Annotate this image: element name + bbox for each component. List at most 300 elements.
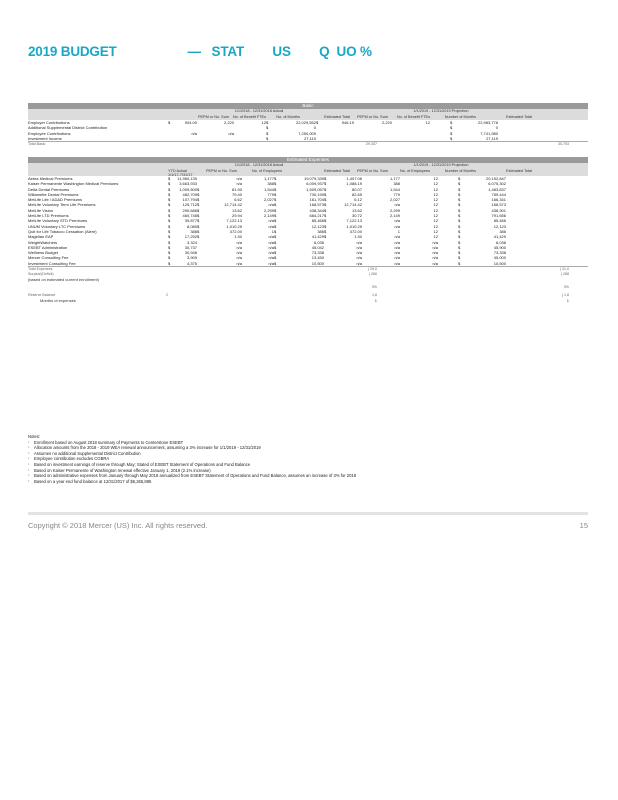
note-item (28, 479, 588, 485)
row-pepm-proj: 1,088.19 (346, 181, 362, 187)
currency-sign: $ (168, 202, 171, 208)
row-label: Employee Contributions (28, 130, 71, 136)
row-proj-total: 12,123 (493, 223, 506, 229)
row-actual-total: 6,009,937 (306, 181, 324, 187)
row-ftes-proj (354, 136, 392, 141)
row-pepm-proj: 13.62 (351, 207, 362, 213)
row-actual-total: 1 (374, 298, 377, 304)
row-pepm: n/a (236, 181, 242, 187)
row-employees: n/a (268, 223, 274, 229)
col-pepm: PEPM or No. Sum (205, 168, 237, 173)
ytd-header: YTD Actual (168, 168, 187, 173)
row-proj-total: 1 (566, 298, 569, 304)
row-pepm: 1.50 (234, 234, 242, 240)
row-ftes: n/a (228, 130, 234, 136)
currency-sign: $ (458, 239, 461, 245)
currency-sign: $ (450, 120, 453, 125)
row-employees: 1,177 (263, 176, 274, 181)
row-proj-total: ( 31,0 (559, 267, 569, 272)
row-label: MetLife LTD Premiums (28, 213, 69, 219)
row-label: Investment Consulting Fee (28, 260, 76, 266)
row-pepm-proj: n/a (356, 255, 362, 261)
row-pepm-proj: 1,010.25 (346, 223, 362, 229)
currency-sign: $ (274, 186, 277, 192)
currency-sign: $ (168, 239, 171, 245)
row-months-proj: 12 (433, 218, 438, 224)
row-actual-total: 6,036 (313, 239, 324, 245)
row-proj-total: 30,753 (558, 142, 569, 147)
row-label: Aetna Medical Premiums (28, 176, 73, 181)
row-employees: 1 (271, 228, 274, 234)
row-proj-total: 168,573 (491, 202, 506, 208)
row-employees-proj: 1,177 (389, 176, 400, 181)
row-proj-total: 1,483,837 (488, 186, 506, 192)
currency-sign: $ (458, 197, 461, 203)
row-label: Willamette Dental Premiums (28, 191, 79, 197)
currency-sign: $ (458, 207, 461, 213)
col-months-proj: Number of Months (444, 114, 476, 119)
currency-sign: $ (458, 223, 461, 229)
row-months-proj: 12 (433, 181, 438, 187)
currency-sign: $ (197, 197, 200, 203)
row-pepm-proj: n/a (356, 250, 362, 256)
row-pepm-proj: 1.50 (354, 234, 362, 240)
row-months-proj: n/a (432, 260, 438, 266)
page-title: 2019 BUDGET — STAT US Q UO % (28, 44, 372, 59)
row-ytd: 30,948 (184, 250, 197, 256)
row-actual-total: 10,500 (311, 260, 324, 266)
row-ytd: 3,909 (186, 255, 197, 261)
row-months-proj: n/a (432, 244, 438, 250)
row-pepm: n/a (236, 255, 242, 261)
projection-period-header: 1/1/2019 - 12/31/2019 Projection (413, 163, 469, 167)
row-employees: n/a (268, 255, 274, 261)
row-months (234, 136, 266, 141)
row-label: Wellness Budget (28, 250, 58, 256)
row-employees-proj: n/a (394, 255, 400, 261)
row-label: Additional Supplemental District Contribution (28, 125, 108, 131)
row-ytd: 125,712 (182, 202, 197, 208)
row-label: ESEBT Administration (28, 244, 68, 250)
enrollment-note-row (28, 277, 588, 282)
row-label: Magellan EAP (28, 234, 54, 240)
note-text: Based on investment earnings of reserve through May; Stated of ESEBT Statement of Operations and Fund Balance (34, 461, 251, 467)
row-actual-total: ( 266 (368, 272, 377, 277)
currency-sign: $ (274, 197, 277, 203)
currency-sign: $ (274, 228, 277, 234)
row-months-proj: 12 (433, 207, 438, 213)
col-total: Estimated Total (324, 168, 350, 173)
col-pepm-proj: PEPM or No. Sum (356, 114, 388, 119)
row-employees-proj: 2,149 (389, 213, 400, 219)
row-label: MetLife Life / AD&D Premiums (28, 197, 83, 203)
row-proj-total: 45,000 (493, 255, 506, 261)
row-months: 12 (261, 120, 266, 125)
row-actual-total: 161,704 (309, 197, 324, 203)
currency-sign: $ (324, 181, 327, 187)
row-months-proj: 12 (433, 176, 438, 181)
row-employees-proj: n/a (394, 223, 400, 229)
row-label: Quit for Life Tobacco Cessation (Alere) (28, 228, 97, 234)
currency-sign: $ (324, 197, 327, 203)
row-pepm: n/a (236, 244, 242, 250)
row-actual-total: 73,338 (311, 250, 324, 256)
ytd-subheader: 1/1/17-7/31/17 (168, 172, 193, 177)
currency-sign: $ (324, 186, 327, 192)
currency-sign: $ (458, 202, 461, 208)
row-proj-total: 3% (563, 285, 569, 290)
currency-sign: $ (197, 191, 200, 197)
currency-sign: $ (197, 213, 200, 219)
currency-sign: $ (274, 218, 277, 224)
row-ytd: 386 (190, 228, 197, 234)
currency-sign: $ (274, 250, 277, 256)
row-employees: 2,149 (263, 213, 274, 219)
copyright: Copyright © 2018 Mercer (US) Inc. All rights reserved. (28, 521, 208, 530)
currency-sign: $ (197, 202, 200, 208)
currency-sign: $ (197, 218, 200, 224)
currency-sign: $ (324, 228, 327, 234)
row-label: (based on estimated current enrollment) (28, 277, 99, 283)
row-pepm: n/a (236, 260, 242, 266)
row-employees-proj: n/a (394, 218, 400, 224)
row-actual-total: 12,123 (311, 223, 324, 229)
row-label: MetLife Voluntary STD Premiums (28, 218, 88, 224)
currency-sign: $ (450, 125, 453, 131)
col-ftes-proj: No. of Benefit FTEs (396, 114, 430, 119)
currency-sign: $ (458, 191, 461, 197)
currency-sign: $ (168, 186, 171, 192)
currency-sign (197, 261, 205, 266)
row-label: WeightWatchers (28, 239, 58, 245)
row-pepm-proj: n/a (356, 244, 362, 250)
currency-sign: $ (266, 130, 269, 136)
row-months-proj: 12 (433, 197, 438, 203)
currency-sign: $ (168, 250, 171, 256)
currency-sign: $ (324, 191, 327, 197)
row-ytd: 482,709 (182, 191, 197, 197)
row-employees: 2,299 (263, 207, 274, 213)
currency-sign: $ (274, 207, 277, 213)
currency-sign: $ (266, 125, 269, 131)
currency-sign: $ (168, 244, 171, 250)
row-employees: 1,544 (263, 186, 274, 192)
row-employees-proj: n/a (394, 234, 400, 240)
row-pepm: 12,714.42 (224, 202, 242, 208)
note-marker: ¹ (28, 478, 30, 484)
currency-sign: $ (266, 135, 269, 141)
row-actual-total: 1,509,057 (306, 186, 324, 192)
currency-sign: $ (274, 202, 277, 208)
row-months-proj: 12 (425, 120, 430, 125)
row-ytd: 1,009,600 (179, 186, 197, 192)
row-pepm-proj (324, 136, 354, 141)
row-employees: n/a (268, 260, 274, 266)
row-pepm: 13.62 (231, 207, 242, 213)
row-actual-total: 386 (317, 228, 324, 234)
row-actual-total: 45,042 (311, 244, 324, 250)
reserve-row (28, 285, 588, 290)
row-proj-total: 27,119 (486, 135, 498, 141)
currency-sign: $ (458, 218, 461, 224)
currency-sign: $ (197, 186, 200, 192)
note-text: Based on a year end fund balance at 12/31/2017 of $6,265,886 (34, 478, 152, 484)
row-proj-total: ( 288 (560, 272, 569, 277)
row-label: Kaiser Permanente Washington Medical Premiums (28, 181, 119, 187)
row-label: MetLife Voluntary Term Life Premiums (28, 202, 96, 208)
currency-sign: $ (274, 213, 277, 219)
currency-sign: $ (168, 213, 171, 219)
row-ytd: 8,080 (186, 223, 197, 229)
row-actual-total: 85,466 (311, 218, 324, 224)
currency-sign: $ (266, 120, 269, 125)
row-pepm: 6.62 (234, 197, 242, 203)
footer-divider (28, 512, 588, 515)
currency-sign: $ (168, 223, 171, 229)
row-label: Surplus/(Deficit) (28, 272, 54, 277)
row-pepm-proj: 6.12 (354, 197, 362, 203)
row-proj-total: 386 (499, 228, 506, 234)
currency-sign: $ (168, 218, 171, 224)
currency-sign: $ (458, 244, 461, 250)
row-proj-total: 10,500 (493, 260, 506, 266)
row-months-proj: n/a (432, 255, 438, 261)
currency-sign (324, 261, 332, 266)
col-total-proj: Estimated Total (506, 114, 532, 119)
currency-sign: $ (324, 213, 327, 219)
row-pepm: 29.94 (231, 213, 242, 219)
revenue-subheader (28, 109, 588, 120)
currency-sign: $ (324, 202, 327, 208)
row-proj-total: 791,656 (491, 213, 506, 219)
currency-sign: $ (168, 191, 171, 197)
row-actual-total: 0 (313, 125, 316, 131)
row-employees-proj: n/a (394, 202, 400, 208)
row-actual-total: 29,307 (366, 142, 377, 147)
row-ytd: 11,960,139 (177, 176, 197, 181)
row-months-proj: 12 (433, 191, 438, 197)
row-months-proj: 12 (433, 202, 438, 208)
row-ytd: 460,746 (182, 213, 197, 219)
row-months-proj: n/a (432, 250, 438, 256)
row-actual-total: 730,199 (309, 191, 324, 197)
currency-sign: $ (324, 176, 327, 181)
note-text: Based on administrative expenses from January through May 2018 annualized from ESEBT Statement of Operations and Fund Balance, assumes an increase of 3% for 2018 (34, 473, 357, 479)
note-text: Assumes no additional Supplemental District Contribution (34, 450, 141, 456)
row-employees-proj: n/a (394, 260, 400, 266)
currency-sign: $ (168, 228, 171, 234)
row-proj-total: 166,341 (491, 197, 506, 203)
row-proj-total: 20,152,847 (485, 176, 506, 181)
currency-sign: $ (458, 213, 461, 219)
currency-sign: $ (324, 218, 327, 224)
row-employees: 2,027 (263, 197, 274, 203)
col-months-proj: Number of Months (444, 168, 476, 173)
row-proj-total: 7,741,980 (480, 130, 498, 136)
col-months: No. of Months (276, 114, 300, 119)
row-actual-total: 13,450 (311, 255, 324, 261)
row-proj-total: 0 (495, 125, 498, 131)
currency-sign: $ (274, 239, 277, 245)
col-ftes: No. of Benefit FTEs (232, 114, 266, 119)
row-employees-proj: 1,544 (389, 186, 400, 192)
row-ytd: 290,686 (182, 207, 197, 213)
note-marker: ¹ (28, 445, 30, 451)
currency-sign: $ (274, 191, 277, 197)
row-pepm: n/a (236, 250, 242, 256)
currency-sign: $ (324, 234, 327, 240)
row-employees-proj: 1 (397, 228, 400, 234)
currency-sign: $ (274, 176, 277, 181)
note-text: Allocation amounts from the 2018 - 2019 WEA renewal announcement, assuming a 3% increase for 1/1/2019 - 12/31/2019 (34, 445, 261, 451)
row-ftes: 2,220 (223, 120, 234, 125)
row-label: Total Expenses (28, 267, 53, 272)
col-employees-proj: No. of Employees (400, 168, 430, 173)
row-pepm-proj: 80.07 (351, 186, 362, 192)
currency-sign: $ (197, 223, 200, 229)
row-label: Months of expenses (40, 298, 76, 304)
row-employees: 779 (267, 191, 274, 197)
row-ytd: 4,375 (186, 260, 197, 266)
row-label: Reserve Balance (28, 293, 56, 298)
row-pepm: 7,122.13 (226, 218, 242, 224)
row-pepm (173, 136, 197, 141)
row-pepm: n/a (236, 239, 242, 245)
row-ytd: 30,737 (184, 244, 197, 250)
row-pepm-proj: 12,714.42 (344, 202, 362, 208)
row-label: Total Basic (28, 142, 46, 147)
row-employees: n/a (268, 239, 274, 245)
note-marker: ¹ (28, 456, 30, 462)
row-employees: n/a (268, 244, 274, 250)
currency-sign: $ (168, 176, 171, 181)
row-employees-proj: n/a (394, 250, 400, 256)
currency-sign: $ (168, 234, 171, 240)
currency-sign: $ (450, 130, 453, 136)
row-actual-total: 22,029,552 (295, 120, 316, 125)
row-pepm: n/a (191, 130, 197, 136)
row-months-proj: 12 (433, 223, 438, 229)
row-actual-total: 7,250,009 (298, 130, 316, 136)
currency-sign (316, 136, 324, 141)
projection-period-header: 1/1/2019 - 12/31/2019 Projection (413, 109, 469, 113)
notes-heading: Notes: (28, 434, 41, 439)
currency-sign: $ (458, 250, 461, 256)
row-proj-total: 45,900 (493, 244, 506, 250)
currency-sign: $ (168, 197, 171, 203)
currency-sign: $ (274, 244, 277, 250)
currency-sign: $ (458, 255, 461, 261)
row-proj-total: 85,466 (493, 218, 506, 224)
row-pepm: 81.90 (231, 186, 242, 192)
table-row (28, 261, 588, 266)
row-ytd: 107,794 (182, 197, 197, 203)
currency-sign: $ (168, 120, 171, 125)
row-label: Employer Contributions (28, 120, 70, 125)
note-marker: ¹ (28, 461, 30, 467)
currency-sign: $ (458, 234, 461, 240)
row-employees: 388 (267, 181, 274, 187)
spacer (430, 136, 450, 141)
revenue-subtotal-row (28, 141, 588, 147)
row-employees-proj: 2,027 (389, 197, 400, 203)
currency-sign: $ (316, 120, 319, 125)
currency-sign: $ (458, 181, 461, 187)
currency-sign: $ (274, 234, 277, 240)
currency-sign: $ (168, 207, 171, 213)
currency-sign: $ (324, 223, 327, 229)
page-number: 15 (579, 521, 588, 530)
row-months-proj: 12 (433, 228, 438, 234)
expenses-bar: Estimated Expenses (28, 157, 588, 163)
row-actual-total: 19,079,339 (303, 176, 324, 181)
row-proj-total: 73,338 (493, 250, 506, 256)
row-months-proj: 12 (433, 234, 438, 240)
expenses-table (28, 157, 588, 303)
actual-period-header: 1/1/2018 - 12/31/2018 Actual (234, 163, 284, 167)
note-marker: ¹ (28, 450, 30, 456)
row-pepm: 372.00 (229, 228, 242, 234)
row-pepm: 79.40 (231, 191, 242, 197)
currency-sign: $ (458, 228, 461, 234)
row-actual-total: ( 29,0 (367, 267, 377, 272)
row-ftes-proj: 2,220 (381, 120, 392, 125)
row-label: Mercer Consulting Fee (28, 255, 69, 261)
row-employees-proj: 779 (393, 191, 400, 197)
note-text: Enrollment based on August 2018 summary of Payments to Centerstone ESEBT (34, 439, 184, 445)
currency-sign: $ (458, 176, 461, 181)
row-pepm-proj: 1,407.06 (346, 176, 362, 181)
row-pepm-proj: 30.72 (351, 213, 362, 219)
row-actual-total: 438,344 (309, 207, 324, 213)
row-employees: n/a (268, 234, 274, 240)
row-actual-total: 41,429 (311, 234, 324, 240)
row-ytd: 3,663,933 (179, 181, 197, 187)
row-months-proj: 12 (433, 186, 438, 192)
currency-sign: $ (197, 234, 200, 240)
row-actual-total: 1,6 (372, 293, 377, 298)
row-label: Investment Income (28, 135, 62, 141)
currency-sign: $ (197, 207, 200, 213)
note-marker: ¹ (28, 439, 30, 445)
note-marker: ¹ (28, 473, 30, 479)
currency-sign: $ (324, 207, 327, 213)
currency-sign: $ (274, 223, 277, 229)
currency-sign: $ (168, 255, 171, 261)
currency-sign: $ (168, 181, 171, 187)
row-employees: n/a (268, 218, 274, 224)
row-pepm-proj: n/a (356, 260, 362, 266)
row-actual-total: 3% (371, 285, 377, 290)
row-proj-total: 6,036 (495, 239, 506, 245)
note-marker: ¹ (28, 467, 30, 473)
note-text: Employee contribution excludes COBRA (34, 456, 110, 462)
row-actual-total: 168,573 (309, 202, 324, 208)
currency-sign: $ (274, 260, 277, 266)
notes (28, 434, 588, 484)
row-pepm: 904.00 (184, 120, 197, 125)
row-proj-total: 22,983,778 (477, 120, 498, 125)
row-proj-total: ( 1,8 (561, 293, 569, 298)
row-pepm-proj: 372.00 (349, 228, 362, 234)
spacer (438, 261, 458, 266)
col-employees: No. of Employees (252, 168, 282, 173)
row-employees-proj: 388 (393, 181, 400, 187)
currency-sign: $ (450, 135, 453, 141)
row-employees: n/a (268, 202, 274, 208)
row-actual-total: 27,119 (304, 135, 316, 141)
col-pepm: PEPM or No. Sum (197, 114, 229, 119)
